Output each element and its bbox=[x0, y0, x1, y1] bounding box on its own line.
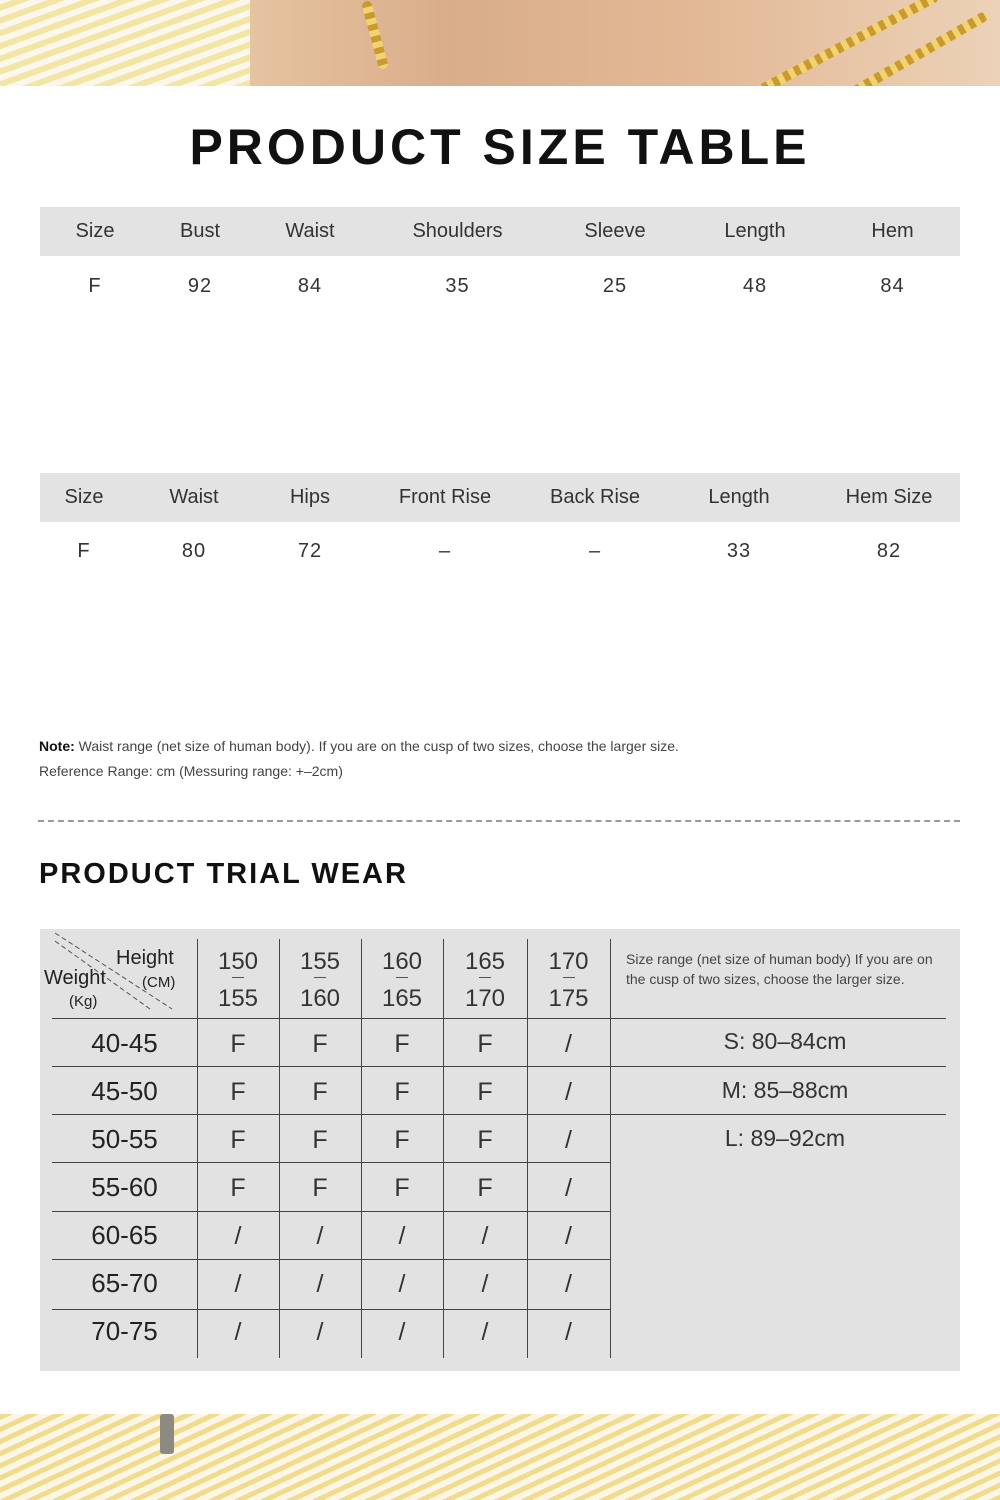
size-cell: F bbox=[477, 1030, 493, 1058]
header-cell: Hips bbox=[289, 486, 330, 508]
height-to: 170 bbox=[464, 985, 506, 1012]
height-column-header bbox=[197, 929, 279, 1018]
grid-line bbox=[52, 1309, 610, 1310]
table-cell: 84 bbox=[297, 274, 323, 297]
grid-line bbox=[52, 1211, 610, 1212]
weight-cell: 60-65 bbox=[91, 1220, 158, 1250]
height-from: 150 bbox=[217, 948, 259, 975]
table-cell: F bbox=[77, 539, 91, 562]
range-dash bbox=[232, 977, 244, 978]
size-cell: / bbox=[481, 1318, 489, 1346]
weight-cell: 65-70 bbox=[91, 1268, 158, 1298]
range-dash bbox=[396, 977, 408, 978]
size-cell: F bbox=[312, 1126, 328, 1154]
grid-line bbox=[52, 1018, 946, 1019]
header-cell: Size bbox=[75, 220, 115, 242]
height-column-header bbox=[279, 929, 361, 1018]
table-cell: 72 bbox=[297, 539, 323, 562]
header-cell: Length bbox=[708, 486, 770, 508]
size-cell: F bbox=[230, 1078, 246, 1106]
table-cell: 33 bbox=[726, 539, 752, 562]
height-from: 160 bbox=[381, 948, 423, 975]
height-from: 170 bbox=[548, 948, 589, 975]
gold-chain-icon bbox=[361, 0, 389, 70]
table-cell: 35 bbox=[445, 274, 470, 297]
table-row bbox=[40, 526, 960, 576]
size-cell: / bbox=[565, 1318, 572, 1346]
size-cell: F bbox=[477, 1078, 493, 1106]
table-row bbox=[40, 261, 960, 311]
table-cell: 92 bbox=[187, 274, 213, 297]
size-cell: F bbox=[312, 1174, 328, 1202]
grid-line bbox=[52, 1066, 946, 1067]
header-cell: Size bbox=[64, 486, 104, 508]
section-divider bbox=[38, 820, 960, 822]
range-dash bbox=[479, 977, 491, 978]
size-cell: F bbox=[394, 1174, 410, 1202]
size-cell: / bbox=[398, 1318, 406, 1346]
size-cell: / bbox=[565, 1126, 572, 1154]
trial-wear-title: PRODUCT TRIAL WEAR bbox=[39, 858, 408, 890]
grid-line bbox=[52, 1114, 946, 1115]
table-cell: 84 bbox=[880, 274, 905, 297]
top-size-table bbox=[40, 207, 960, 311]
height-column-header bbox=[443, 929, 527, 1018]
table-header bbox=[40, 207, 960, 256]
size-cell: / bbox=[565, 1030, 572, 1058]
note-text: Waist range (net size of human body). If you are on the cusp of two sizes, choose the larger size. bbox=[74, 738, 679, 754]
weight-label: Weight bbox=[44, 967, 106, 989]
weight-cell: 70-75 bbox=[91, 1316, 158, 1346]
header-cell: Hem bbox=[871, 220, 914, 242]
table-cell: 48 bbox=[742, 274, 768, 297]
size-cell: F bbox=[230, 1030, 246, 1058]
header-cell: Waist bbox=[169, 486, 219, 508]
height-from: 155 bbox=[299, 948, 341, 975]
size-cell: / bbox=[234, 1222, 242, 1250]
size-cell: / bbox=[565, 1078, 572, 1106]
size-range-note: Size range (net size of human body) If you are on the cusp of two sizes, choose the larger size. bbox=[626, 951, 933, 987]
table-cell: F bbox=[88, 274, 102, 297]
grid-line bbox=[52, 1162, 610, 1163]
table-cell: – bbox=[588, 539, 602, 562]
header-cell: Length bbox=[724, 220, 786, 242]
table-cell: 80 bbox=[181, 539, 207, 562]
size-cell: F bbox=[394, 1030, 410, 1058]
size-range-m: M: 85–88cm bbox=[721, 1077, 849, 1103]
size-cell: / bbox=[565, 1174, 572, 1202]
header-cell: Waist bbox=[285, 220, 335, 242]
corner-header bbox=[40, 929, 197, 1018]
size-cell: F bbox=[230, 1126, 246, 1154]
size-range-s: S: 80–84cm bbox=[723, 1028, 847, 1054]
size-cell: / bbox=[316, 1318, 324, 1346]
size-cell: F bbox=[477, 1126, 493, 1154]
height-column-header bbox=[361, 929, 443, 1018]
weight-cell: 50-55 bbox=[91, 1124, 158, 1154]
striped-fabric bbox=[0, 0, 250, 86]
top-product-photo bbox=[0, 0, 1000, 86]
zipper-pull-icon bbox=[160, 1414, 174, 1454]
weight-cell: 45-50 bbox=[91, 1076, 158, 1106]
height-to: 165 bbox=[381, 985, 423, 1012]
range-dash bbox=[314, 977, 326, 978]
size-cell: / bbox=[481, 1222, 489, 1250]
bottom-size-table bbox=[40, 473, 960, 576]
size-cell: / bbox=[234, 1270, 242, 1298]
size-cell: F bbox=[312, 1030, 328, 1058]
page-title: PRODUCT SIZE TABLE bbox=[189, 119, 811, 175]
size-cell: F bbox=[394, 1126, 410, 1154]
size-cell: F bbox=[394, 1078, 410, 1106]
gold-chain-icon bbox=[750, 0, 940, 86]
reference-range-note: Reference Range: cm (Messuring range: +–2cm) bbox=[39, 763, 343, 779]
table-cell: – bbox=[438, 539, 452, 562]
size-cell: F bbox=[312, 1078, 328, 1106]
height-to: 160 bbox=[299, 985, 341, 1012]
size-cell: / bbox=[481, 1270, 489, 1298]
size-cell: / bbox=[316, 1270, 324, 1298]
height-to: 175 bbox=[548, 985, 589, 1012]
height-from: 165 bbox=[464, 948, 506, 975]
size-cell: / bbox=[565, 1222, 572, 1250]
size-note bbox=[39, 738, 679, 754]
cm-label: (CM) bbox=[142, 974, 176, 991]
table-cell: 25 bbox=[602, 274, 628, 297]
size-cell: / bbox=[565, 1270, 572, 1298]
height-label: Height bbox=[116, 947, 174, 969]
header-cell: Sleeve bbox=[584, 220, 646, 242]
header-cell: Bust bbox=[179, 220, 221, 242]
note-label: Note: bbox=[39, 738, 75, 754]
bottom-product-photo bbox=[0, 1414, 1000, 1500]
header-cell: Front Rise bbox=[398, 486, 492, 508]
header-cell: Hem Size bbox=[845, 486, 933, 508]
size-range-l: L: 89–92cm bbox=[724, 1125, 846, 1151]
header-cell: Back Rise bbox=[549, 486, 641, 508]
table-header bbox=[40, 473, 960, 522]
table-cell: 82 bbox=[876, 539, 902, 562]
weight-cell: 55-60 bbox=[91, 1172, 158, 1202]
height-column-header bbox=[527, 929, 610, 1018]
trial-wear-table bbox=[40, 929, 960, 1371]
size-cell: / bbox=[316, 1222, 324, 1250]
size-cell: / bbox=[234, 1318, 242, 1346]
grid-line bbox=[52, 1259, 610, 1260]
size-cell: F bbox=[477, 1174, 493, 1202]
size-cell: / bbox=[398, 1222, 406, 1250]
height-to: 155 bbox=[217, 985, 259, 1012]
size-cell: F bbox=[230, 1174, 246, 1202]
size-cell: / bbox=[398, 1270, 406, 1298]
header-cell: Shoulders bbox=[412, 220, 503, 242]
weight-cell: 40-45 bbox=[91, 1028, 158, 1058]
range-dash bbox=[563, 977, 575, 978]
kg-label: (Kg) bbox=[69, 993, 98, 1010]
